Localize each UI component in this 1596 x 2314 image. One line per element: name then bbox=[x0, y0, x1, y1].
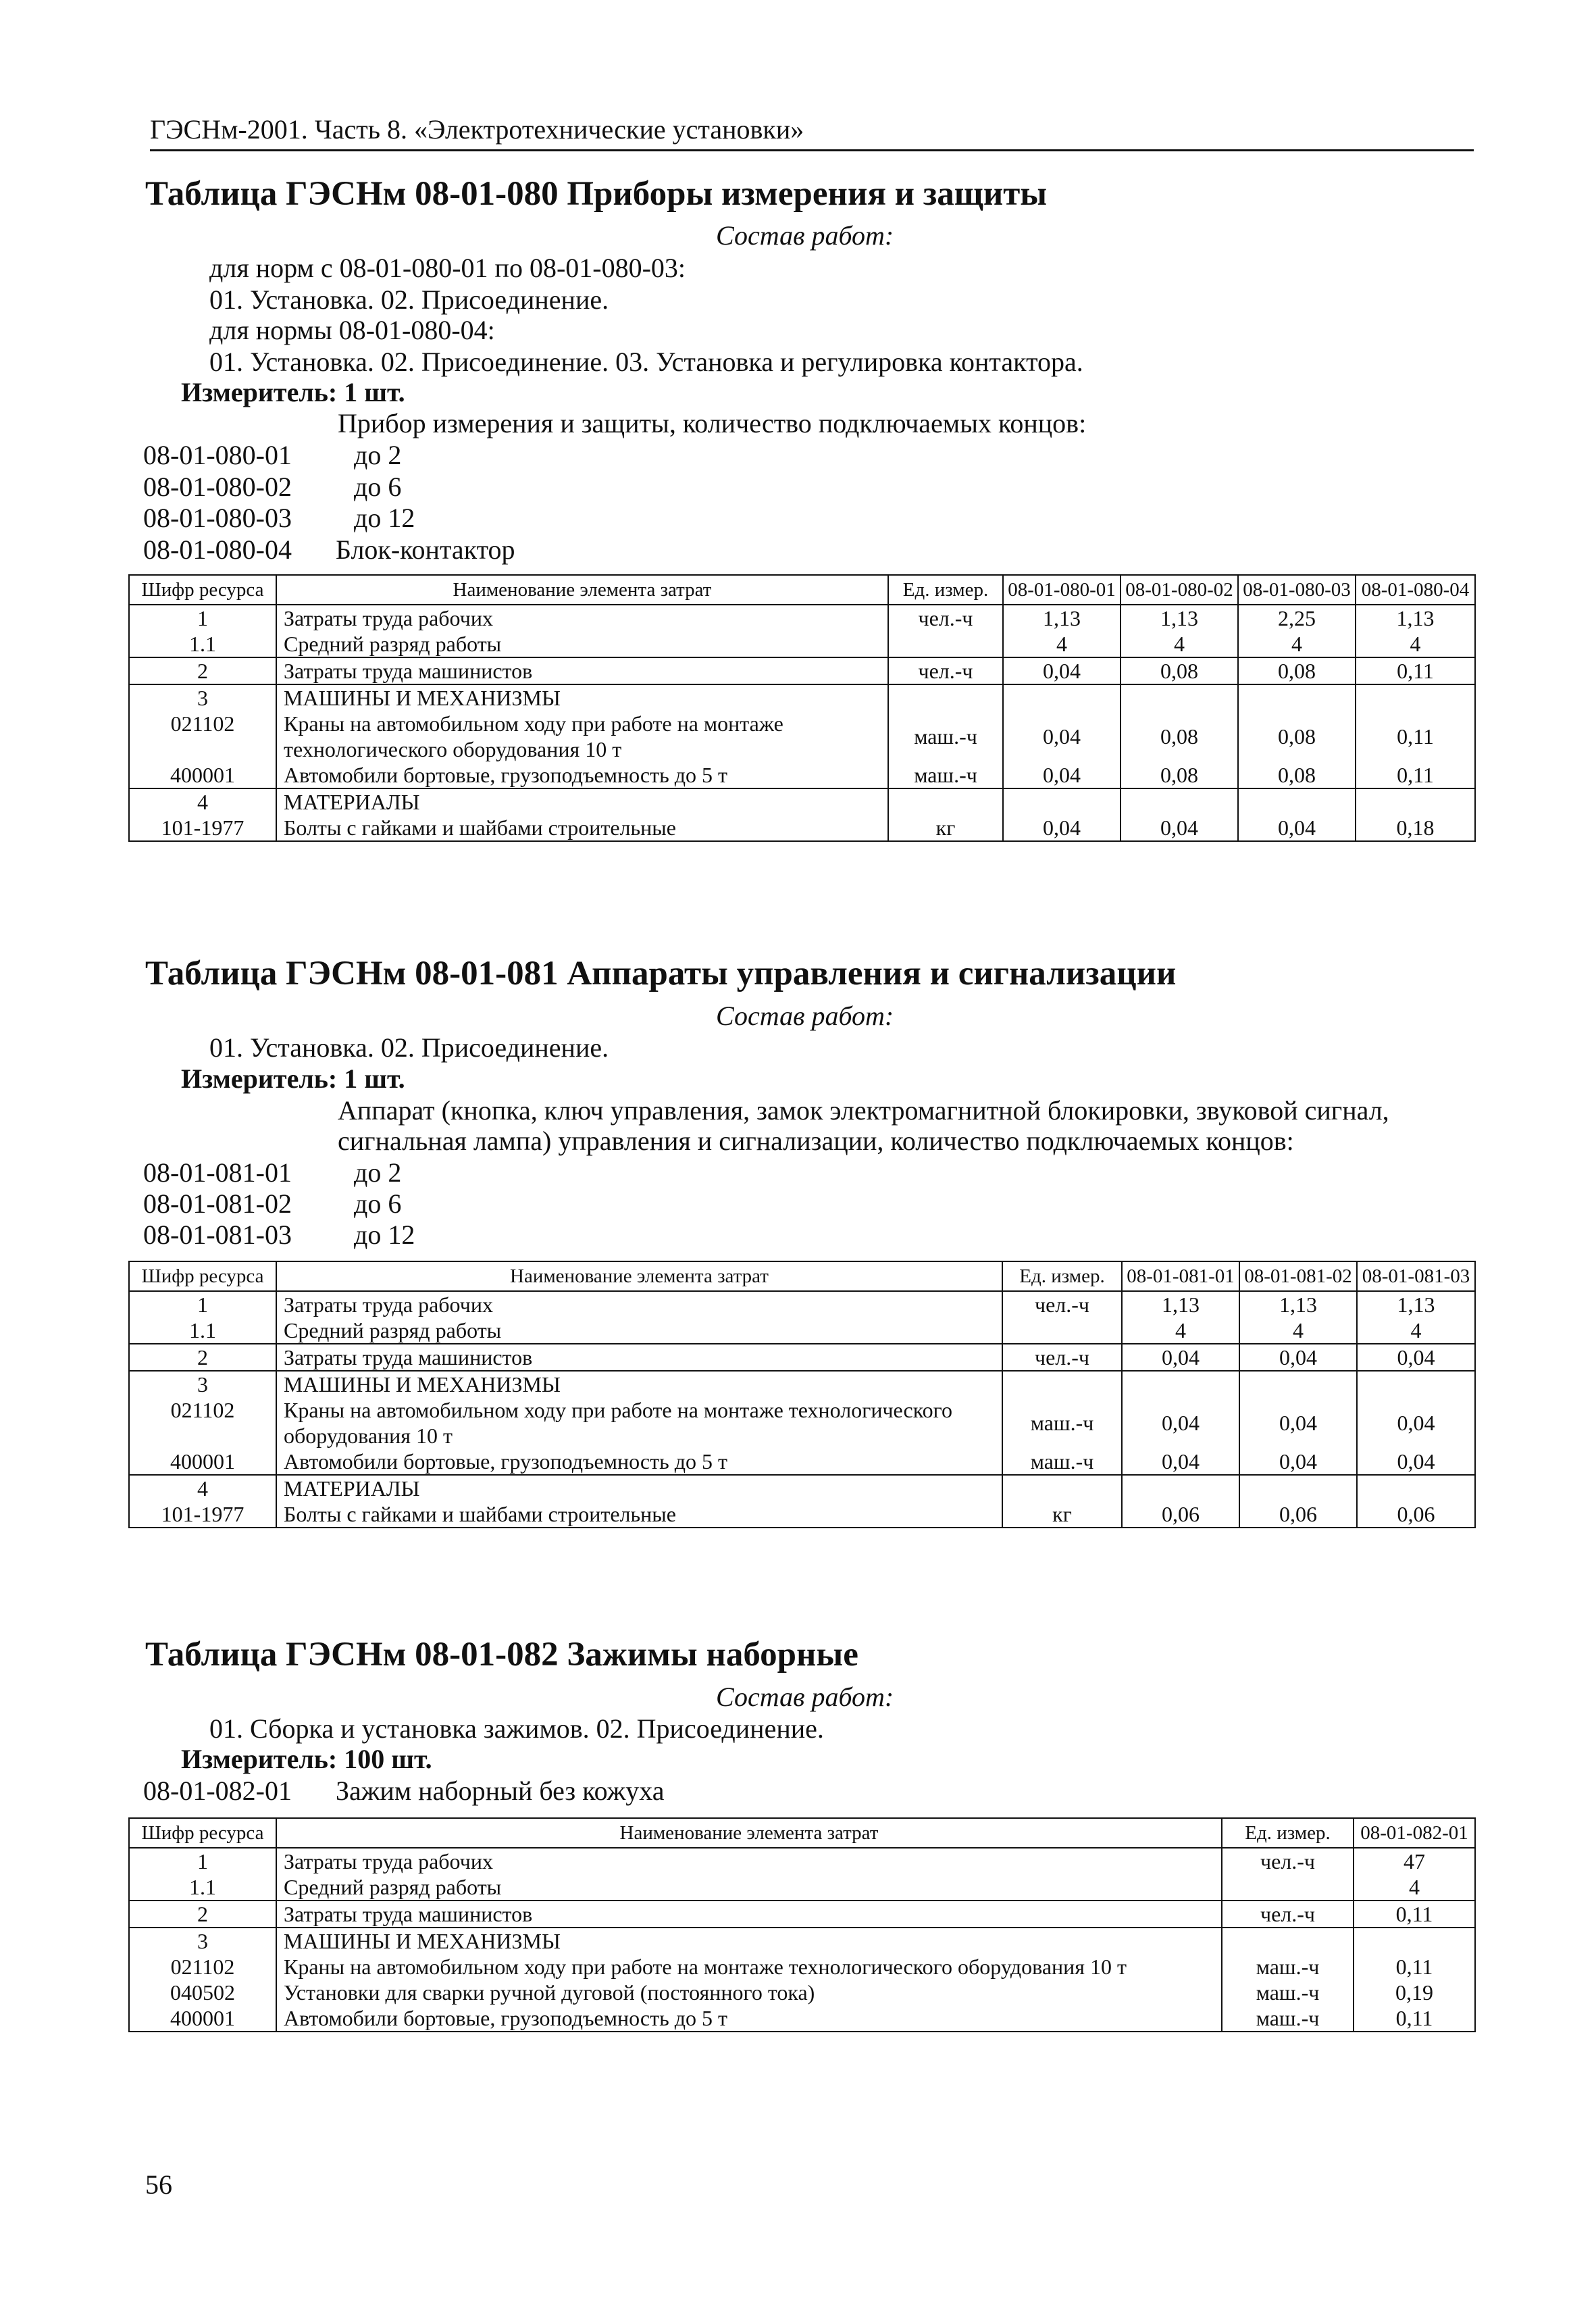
table-082-izmeritel: Измеритель: 100 шт. bbox=[181, 1744, 432, 1774]
table-080-work-line: для норм с 08-01-080-01 по 08-01-080-03: bbox=[209, 253, 686, 283]
row-code: 1 bbox=[129, 605, 276, 631]
row-name: Краны на автомобильном ходу при работе на монтаже технологического оборудования 10 т bbox=[276, 1397, 1002, 1449]
table-080-resources bbox=[128, 574, 1476, 842]
row-unit bbox=[1002, 1371, 1122, 1397]
norm-code: 08-01-082-01 bbox=[143, 1776, 292, 1806]
table-080-description: Прибор измерения и защиты, количество подключаемых концов: bbox=[338, 408, 1087, 438]
row-value: 0,08 bbox=[1238, 711, 1356, 762]
row-value: 4 bbox=[1121, 631, 1238, 657]
table-row bbox=[129, 1397, 1475, 1449]
col-header-norm: 08-01-080-03 bbox=[1238, 575, 1356, 605]
table-row bbox=[129, 1874, 1475, 1901]
row-code: 2 bbox=[129, 1901, 276, 1928]
row-unit: чел.-ч bbox=[1222, 1901, 1354, 1928]
table-080-title: Таблица ГЭСНм 08-01-080 Приборы измерения и защиты bbox=[145, 175, 1048, 213]
row-value: 0,11 bbox=[1356, 762, 1475, 788]
row-value: 4 bbox=[1238, 631, 1356, 657]
table-082-work-line: 01. Сборка и установка зажимов. 02. Присоединение. bbox=[209, 1713, 824, 1744]
row-value: 0,11 bbox=[1354, 1954, 1475, 1980]
table-080-izmeritel: Измеритель: 1 шт. bbox=[181, 377, 405, 407]
col-header-unit: Ед. измер. bbox=[1002, 1261, 1122, 1291]
table-081-izmeritel: Измеритель: 1 шт. bbox=[181, 1063, 405, 1094]
row-value: 2,25 bbox=[1238, 605, 1356, 631]
row-value: 4 bbox=[1354, 1874, 1475, 1901]
row-value: 0,04 bbox=[1003, 657, 1121, 684]
row-unit: маш.-ч bbox=[888, 762, 1003, 788]
norm-code: 08-01-080-01 bbox=[143, 440, 292, 470]
row-value: 0,18 bbox=[1356, 815, 1475, 841]
page-number: 56 bbox=[145, 2169, 172, 2200]
row-value: 4 bbox=[1356, 631, 1475, 657]
row-value: 0,04 bbox=[1239, 1449, 1357, 1475]
row-value bbox=[1356, 788, 1475, 815]
row-value: 0,04 bbox=[1357, 1344, 1475, 1371]
table-row bbox=[129, 1928, 1475, 1954]
row-unit bbox=[1222, 1874, 1354, 1901]
row-value: 0,04 bbox=[1003, 815, 1121, 841]
norm-code: 08-01-081-02 bbox=[143, 1188, 292, 1219]
row-name: МАТЕРИАЛЫ bbox=[276, 1475, 1002, 1501]
col-header-name: Наименование элемента затрат bbox=[276, 575, 888, 605]
row-name: Средний разряд работы bbox=[276, 1874, 1222, 1901]
row-code: 040502 bbox=[129, 1980, 276, 2005]
row-value bbox=[1121, 684, 1238, 711]
table-row bbox=[129, 1449, 1475, 1475]
row-value bbox=[1239, 1475, 1357, 1501]
row-value: 1,13 bbox=[1356, 605, 1475, 631]
table-row bbox=[129, 605, 1475, 631]
row-code: 021102 bbox=[129, 711, 276, 762]
row-unit bbox=[888, 684, 1003, 711]
table-row bbox=[129, 1848, 1475, 1874]
table-row bbox=[129, 1954, 1475, 1980]
row-unit: маш.-ч bbox=[888, 711, 1003, 762]
row-unit bbox=[1002, 1475, 1122, 1501]
table-080-work-line: для нормы 08-01-080-04: bbox=[209, 315, 495, 345]
row-value: 1,13 bbox=[1357, 1291, 1475, 1317]
row-value bbox=[1003, 788, 1121, 815]
table-081-description: сигнальная лампа) управления и сигнализации, количество подключаемых концов: bbox=[338, 1126, 1294, 1156]
col-header-norm: 08-01-080-01 bbox=[1003, 575, 1121, 605]
row-code: 1.1 bbox=[129, 1874, 276, 1901]
row-value: 0,06 bbox=[1239, 1501, 1357, 1528]
row-name: Средний разряд работы bbox=[276, 631, 888, 657]
row-unit: чел.-ч bbox=[888, 605, 1003, 631]
row-name: Автомобили бортовые, грузоподъемность до 5 т bbox=[276, 2005, 1222, 2032]
row-unit bbox=[1002, 1317, 1122, 1344]
col-header-norm: 08-01-081-01 bbox=[1122, 1261, 1239, 1291]
norm-desc: до 6 bbox=[354, 472, 402, 502]
row-value: 0,11 bbox=[1354, 1901, 1475, 1928]
row-value: 0,04 bbox=[1122, 1397, 1239, 1449]
col-header-unit: Ед. измер. bbox=[1222, 1818, 1354, 1848]
row-value: 1,13 bbox=[1003, 605, 1121, 631]
row-value: 4 bbox=[1357, 1317, 1475, 1344]
norm-desc: до 6 bbox=[354, 1188, 402, 1219]
row-name: МАШИНЫ И МЕХАНИЗМЫ bbox=[276, 1928, 1222, 1954]
row-value bbox=[1354, 1928, 1475, 1954]
col-header-code: Шифр ресурса bbox=[129, 575, 276, 605]
row-value bbox=[1121, 788, 1238, 815]
row-name: Болты с гайками и шайбами строительные bbox=[276, 815, 888, 841]
row-unit: маш.-ч bbox=[1222, 2005, 1354, 2032]
row-value bbox=[1356, 684, 1475, 711]
row-name: Краны на автомобильном ходу при работе на монтаже технологического оборудования 10 т bbox=[276, 711, 888, 762]
row-value: 0,04 bbox=[1003, 762, 1121, 788]
norm-code: 08-01-080-03 bbox=[143, 503, 292, 533]
row-code: 3 bbox=[129, 1928, 276, 1954]
row-name: Затраты труда рабочих bbox=[276, 1291, 1002, 1317]
row-value: 4 bbox=[1003, 631, 1121, 657]
row-value bbox=[1357, 1371, 1475, 1397]
col-header-norm: 08-01-081-02 bbox=[1239, 1261, 1357, 1291]
table-081-description: Аппарат (кнопка, ключ управления, замок электромагнитной блокировки, звуковой сигнал, bbox=[338, 1095, 1389, 1126]
table-row bbox=[129, 788, 1475, 815]
table-082-sostav-label: Состав работ: bbox=[716, 1682, 894, 1712]
row-code: 1 bbox=[129, 1291, 276, 1317]
row-name: Установки для сварки ручной дуговой (постоянного тока) bbox=[276, 1980, 1222, 2005]
row-value: 0,04 bbox=[1122, 1344, 1239, 1371]
row-value: 0,04 bbox=[1357, 1449, 1475, 1475]
table-row bbox=[129, 815, 1475, 841]
table-081-sostav-label: Состав работ: bbox=[716, 1001, 894, 1031]
row-value: 4 bbox=[1122, 1317, 1239, 1344]
row-value: 0,04 bbox=[1239, 1344, 1357, 1371]
row-value: 0,04 bbox=[1121, 815, 1238, 841]
row-value: 1,13 bbox=[1239, 1291, 1357, 1317]
norm-desc: до 12 bbox=[354, 1219, 415, 1250]
row-value: 0,08 bbox=[1238, 657, 1356, 684]
row-unit bbox=[888, 788, 1003, 815]
col-header-norm: 08-01-080-04 bbox=[1356, 575, 1475, 605]
row-name: Затраты труда машинистов bbox=[276, 1344, 1002, 1371]
row-code: 3 bbox=[129, 1371, 276, 1397]
row-value: 0,08 bbox=[1121, 711, 1238, 762]
row-value: 0,04 bbox=[1122, 1449, 1239, 1475]
row-name: Краны на автомобильном ходу при работе на монтаже технологического оборудования 10 т bbox=[276, 1954, 1222, 1980]
table-row bbox=[129, 1901, 1475, 1928]
table-082-title: Таблица ГЭСНм 08-01-082 Зажимы наборные bbox=[145, 1636, 858, 1674]
row-value: 0,19 bbox=[1354, 1980, 1475, 2005]
row-unit: чел.-ч bbox=[1002, 1344, 1122, 1371]
row-code: 3 bbox=[129, 684, 276, 711]
row-code: 1.1 bbox=[129, 631, 276, 657]
row-code: 2 bbox=[129, 657, 276, 684]
row-unit: чел.-ч bbox=[1002, 1291, 1122, 1317]
row-value bbox=[1122, 1475, 1239, 1501]
row-value: 1,13 bbox=[1122, 1291, 1239, 1317]
row-name: Средний разряд работы bbox=[276, 1317, 1002, 1344]
row-name: Затраты труда рабочих bbox=[276, 605, 888, 631]
row-code: 400001 bbox=[129, 2005, 276, 2032]
row-code: 2 bbox=[129, 1344, 276, 1371]
table-082-resources bbox=[128, 1817, 1476, 2032]
col-header-norm: 08-01-082-01 bbox=[1354, 1818, 1475, 1848]
norm-code: 08-01-080-02 bbox=[143, 472, 292, 502]
row-code: 4 bbox=[129, 788, 276, 815]
row-value: 0,08 bbox=[1121, 657, 1238, 684]
col-header-code: Шифр ресурса bbox=[129, 1261, 276, 1291]
row-value: 0,11 bbox=[1356, 711, 1475, 762]
table-080-sostav-label: Состав работ: bbox=[716, 220, 894, 251]
row-value bbox=[1122, 1371, 1239, 1397]
table-row bbox=[129, 2005, 1475, 2032]
row-code: 1.1 bbox=[129, 1317, 276, 1344]
row-name: Автомобили бортовые, грузоподъемность до 5 т bbox=[276, 762, 888, 788]
row-value: 47 bbox=[1354, 1848, 1475, 1874]
row-unit: чел.-ч bbox=[1222, 1848, 1354, 1874]
row-value: 0,11 bbox=[1356, 657, 1475, 684]
row-code: 021102 bbox=[129, 1954, 276, 1980]
row-unit: кг bbox=[888, 815, 1003, 841]
row-name: МАШИНЫ И МЕХАНИЗМЫ bbox=[276, 684, 888, 711]
row-name: МАТЕРИАЛЫ bbox=[276, 788, 888, 815]
norm-desc: до 2 bbox=[354, 440, 402, 470]
row-value: 0,08 bbox=[1238, 762, 1356, 788]
row-unit: маш.-ч bbox=[1222, 1980, 1354, 2005]
table-row bbox=[129, 1344, 1475, 1371]
table-row bbox=[129, 1501, 1475, 1528]
row-unit: маш.-ч bbox=[1222, 1954, 1354, 1980]
table-081-resources bbox=[128, 1261, 1476, 1528]
row-unit: маш.-ч bbox=[1002, 1449, 1122, 1475]
row-value: 0,08 bbox=[1121, 762, 1238, 788]
row-code: 4 bbox=[129, 1475, 276, 1501]
row-value: 1,13 bbox=[1121, 605, 1238, 631]
row-value bbox=[1357, 1475, 1475, 1501]
col-header-code: Шифр ресурса bbox=[129, 1818, 276, 1848]
table-row bbox=[129, 684, 1475, 711]
col-header-name: Наименование элемента затрат bbox=[276, 1818, 1222, 1848]
norm-code: 08-01-081-01 bbox=[143, 1157, 292, 1188]
col-header-unit: Ед. измер. bbox=[888, 575, 1003, 605]
row-code: 021102 bbox=[129, 1397, 276, 1449]
row-unit bbox=[1222, 1928, 1354, 1954]
row-code: 1 bbox=[129, 1848, 276, 1874]
row-value bbox=[1003, 684, 1121, 711]
row-value: 4 bbox=[1239, 1317, 1357, 1344]
norm-desc: до 2 bbox=[354, 1157, 402, 1188]
row-unit bbox=[888, 631, 1003, 657]
row-name: Болты с гайками и шайбами строительные bbox=[276, 1501, 1002, 1528]
row-value bbox=[1238, 684, 1356, 711]
row-value: 0,06 bbox=[1122, 1501, 1239, 1528]
row-value: 0,04 bbox=[1003, 711, 1121, 762]
row-code: 400001 bbox=[129, 762, 276, 788]
norm-code: 08-01-081-03 bbox=[143, 1219, 292, 1250]
row-value bbox=[1239, 1371, 1357, 1397]
row-code: 101-1977 bbox=[129, 815, 276, 841]
col-header-name: Наименование элемента затрат bbox=[276, 1261, 1002, 1291]
row-name: МАШИНЫ И МЕХАНИЗМЫ bbox=[276, 1371, 1002, 1397]
norm-desc: Зажим наборный без кожуха bbox=[336, 1776, 665, 1806]
col-header-norm: 08-01-080-02 bbox=[1121, 575, 1238, 605]
row-value: 0,04 bbox=[1357, 1397, 1475, 1449]
table-row bbox=[129, 631, 1475, 657]
row-value: 0,04 bbox=[1238, 815, 1356, 841]
norm-desc: Блок-контактор bbox=[336, 534, 515, 565]
table-row bbox=[129, 1317, 1475, 1344]
running-header: ГЭСНм-2001. Часть 8. «Электротехнические установки» bbox=[150, 114, 1474, 151]
table-080-work-line: 01. Установка. 02. Присоединение. 03. Установка и регулировка контактора. bbox=[209, 347, 1083, 377]
table-081-title: Таблица ГЭСНм 08-01-081 Аппараты управления и сигнализации bbox=[145, 955, 1177, 992]
table-row bbox=[129, 1371, 1475, 1397]
table-081-work-line: 01. Установка. 02. Присоединение. bbox=[209, 1032, 609, 1063]
row-value: 0,06 bbox=[1357, 1501, 1475, 1528]
row-unit: кг bbox=[1002, 1501, 1122, 1528]
row-name: Затраты труда машинистов bbox=[276, 1901, 1222, 1928]
row-code: 400001 bbox=[129, 1449, 276, 1475]
table-row bbox=[129, 1291, 1475, 1317]
norm-code: 08-01-080-04 bbox=[143, 534, 292, 565]
col-header-norm: 08-01-081-03 bbox=[1357, 1261, 1475, 1291]
table-row bbox=[129, 711, 1475, 762]
table-080-work-line: 01. Установка. 02. Присоединение. bbox=[209, 284, 609, 315]
row-name: Автомобили бортовые, грузоподъемность до 5 т bbox=[276, 1449, 1002, 1475]
table-row bbox=[129, 762, 1475, 788]
row-unit: чел.-ч bbox=[888, 657, 1003, 684]
row-code: 101-1977 bbox=[129, 1501, 276, 1528]
table-row bbox=[129, 1980, 1475, 2005]
norm-desc: до 12 bbox=[354, 503, 415, 533]
row-unit: маш.-ч bbox=[1002, 1397, 1122, 1449]
row-value: 0,04 bbox=[1239, 1397, 1357, 1449]
table-row bbox=[129, 657, 1475, 684]
row-value: 0,11 bbox=[1354, 2005, 1475, 2032]
row-value bbox=[1238, 788, 1356, 815]
row-name: Затраты труда машинистов bbox=[276, 657, 888, 684]
row-name: Затраты труда рабочих bbox=[276, 1848, 1222, 1874]
table-row bbox=[129, 1475, 1475, 1501]
